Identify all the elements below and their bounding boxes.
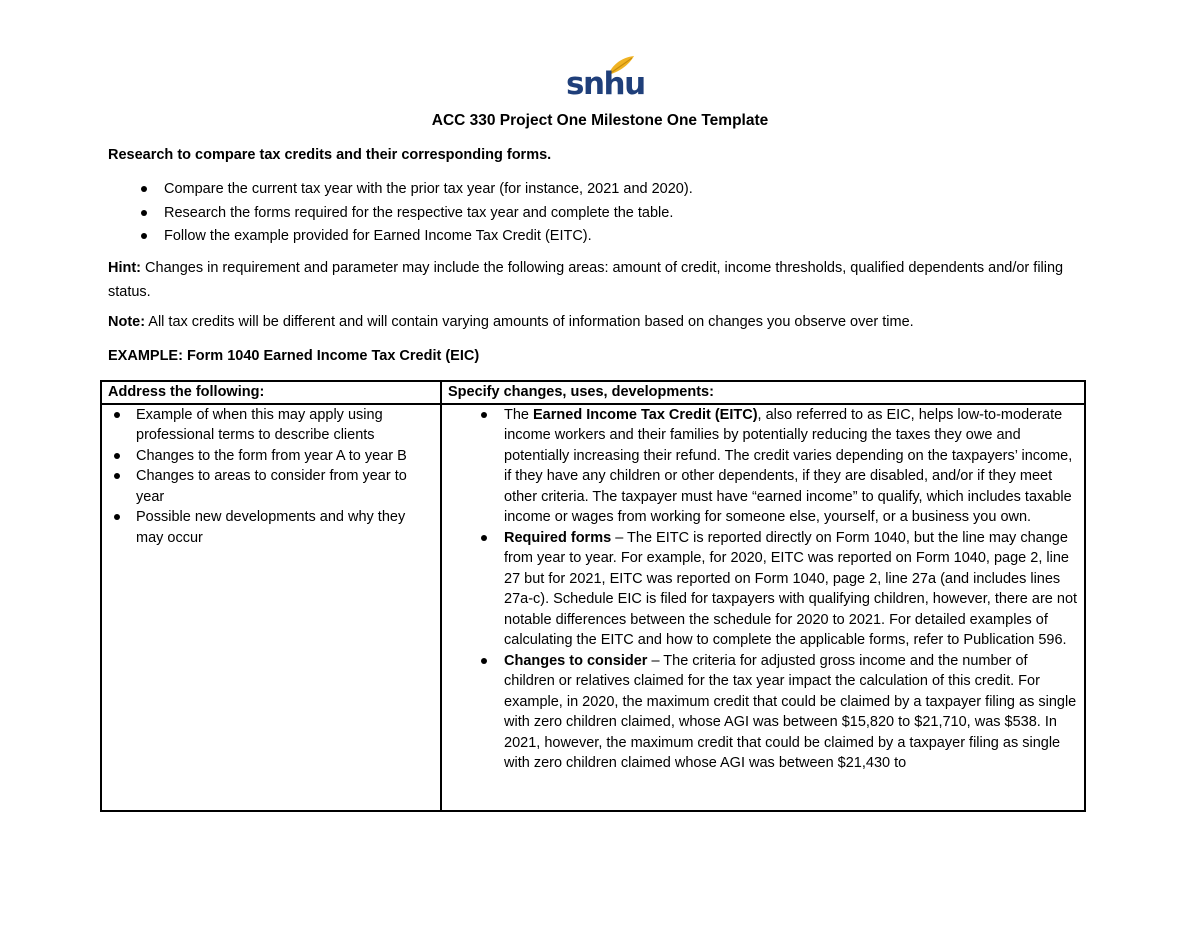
item-text: , also referred to as EIC, helps low-to-moderate income workers and their families by potentially reducing the taxes they owe and potentially increasing their refund. The credit varies depending on the taxpayers’ income, if they have any children or other dependents, if they are disabled, and/or if they meet other criteria. The taxpayer must have “earned income” to qualify, which includes taxable income or wages from working for someone else, yourself, or a business you own. (504, 406, 1073, 525)
hint-paragraph (108, 257, 1098, 304)
hint-label: Hint: (108, 260, 142, 276)
item-prefix: The (504, 406, 534, 423)
logo-text: snhu (566, 66, 645, 102)
list-item: Possible new developments and why they may occur (108, 507, 434, 548)
list-item: Changes to areas to consider from year to year (108, 466, 434, 507)
list-item: Changes to the form from year A to year B (108, 446, 434, 467)
intro-heading: Research to compare tax credits and their corresponding forms. (108, 147, 552, 163)
table-header-specify: Specify changes, uses, developments: (441, 381, 1085, 404)
item-text: – The EITC is reported directly on Form 1040, but the line may change from year to year. For example, for 2020, EITC was reported on Form 1040, page 2, line 27 but for 2021, EITC was reported on Form 1040, page 2, line 27a (and includes lines 27a-c). Schedule EIC is filed for taxpayers with qualifying children, however, there are not notable differences between the schedule for 2020 to 2021. For detailed examples of calculating the EITC and how to complete the applicable forms, refer to Publication 596. (504, 529, 1078, 648)
list-item: Example of when this may apply using professional terms to describe clients (108, 405, 434, 446)
snhu-logo (566, 55, 645, 105)
note-paragraph (108, 314, 914, 330)
table-row (101, 404, 1085, 812)
table-header-row (101, 381, 1085, 404)
example-table (100, 380, 1086, 812)
item-bold-term: Changes to consider (504, 652, 648, 669)
note-text: All tax credits will be different and will contain varying amounts of information based on changes you observe over time. (145, 314, 914, 330)
address-cell (101, 404, 441, 812)
page-title: ACC 330 Project One Milestone One Template (431, 112, 769, 129)
intro-bullet-list (108, 178, 693, 249)
example-heading: EXAMPLE: Form 1040 Earned Income Tax Credit (EIC) (108, 348, 480, 364)
list-item: Research the forms required for the respective tax year and complete the table. (108, 202, 693, 226)
required-forms-item (448, 528, 1078, 651)
item-bold-term: Required forms (504, 529, 612, 546)
list-item: Follow the example provided for Earned Income Tax Credit (EITC). (108, 225, 693, 249)
list-item: Compare the current tax year with the prior tax year (for instance, 2021 and 2020). (108, 178, 693, 202)
note-label: Note: (108, 314, 146, 330)
specify-cell (441, 404, 1085, 812)
item-text: – The criteria for adjusted gross income and the number of children or relatives claimed for the tax year impact the calculation of this credit. For example, in 2020, the maximum credit that could be claimed by a taxpayer filing as single with zero children claimed, whose AGI was between $15,820 to $21,710, was $538. In 2021, however, the maximum credit that could be claimed by a taxpayer filing as single with zero children claimed whose AGI was between $21,430 to (504, 652, 1077, 771)
eitc-description-item (448, 405, 1078, 528)
hint-text: Changes in requirement and parameter may include the following areas: amount of credit, income thresholds, qualified dependents and/or filing status. (108, 260, 1064, 300)
table-header-address: Address the following: (101, 381, 441, 404)
item-bold-term: Earned Income Tax Credit (EITC) (533, 406, 758, 423)
changes-to-consider-item (448, 651, 1078, 774)
